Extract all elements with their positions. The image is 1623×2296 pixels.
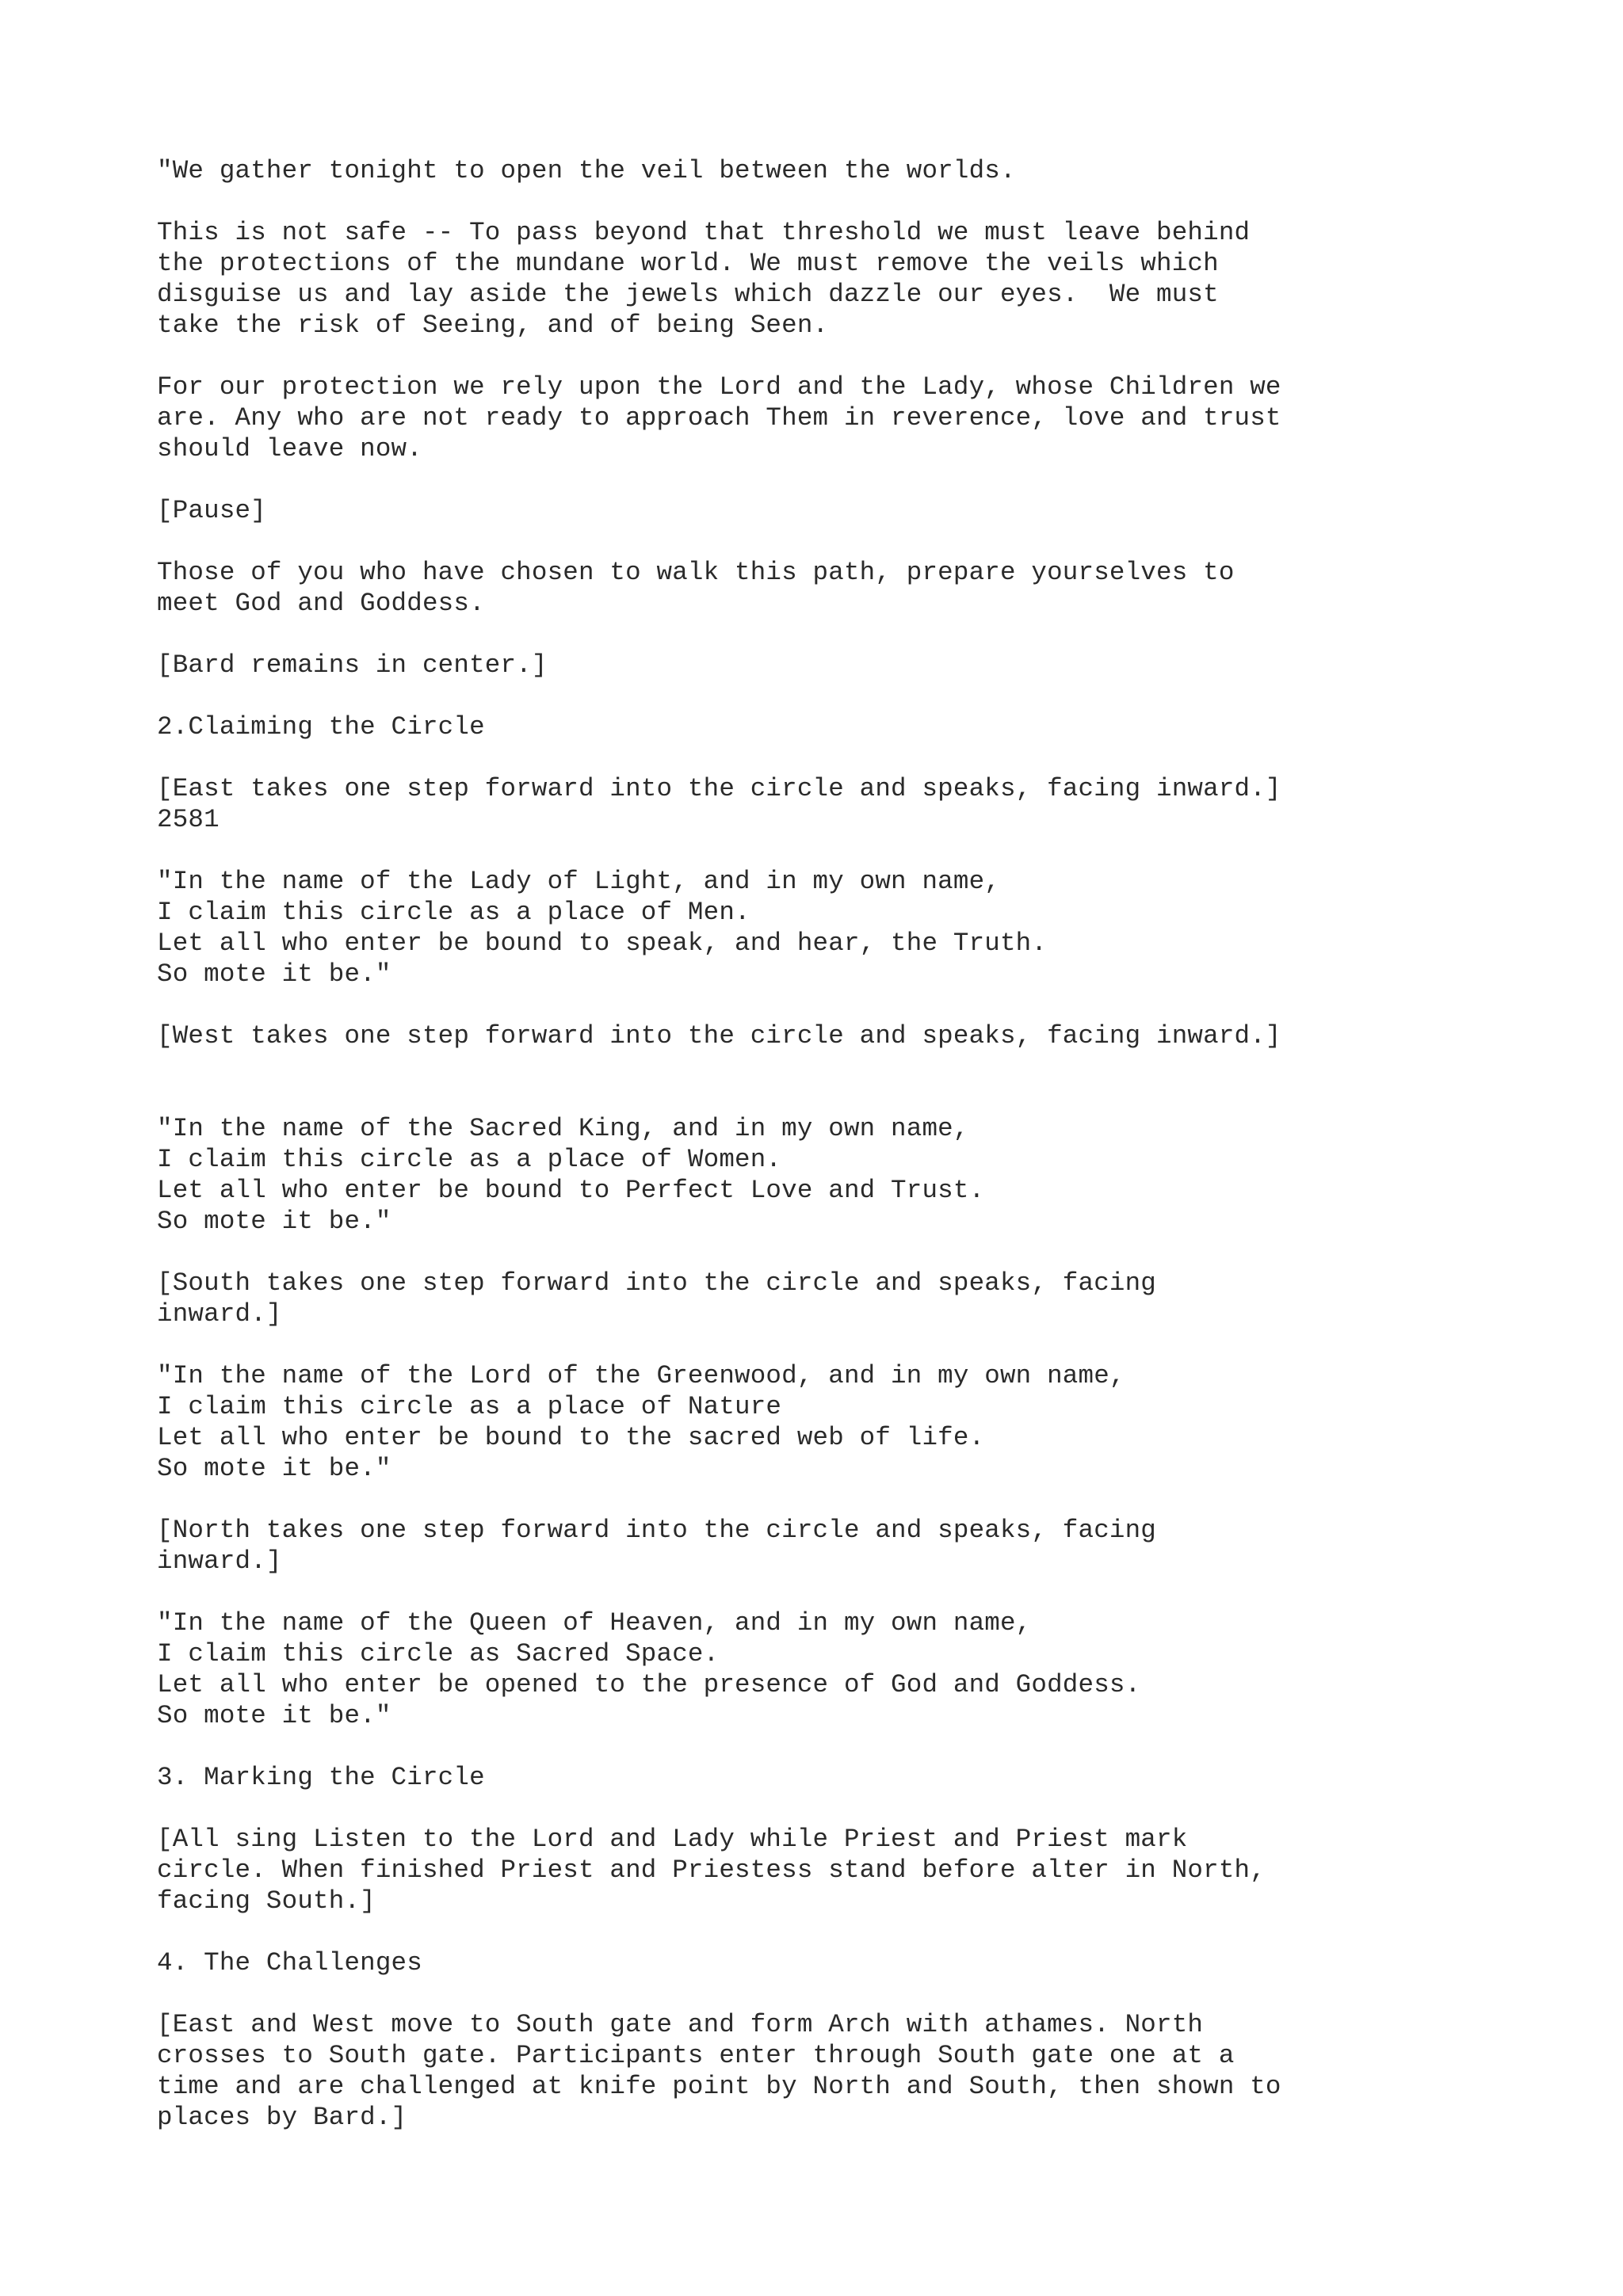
document-page [157,155,1583,2164]
stage-direction-south: [South takes one step forward into the circle and speaks, facing inward.] [157,1268,1157,1329]
verse-south: "In the name of the Lord of the Greenwood, and in my own name, I claim this circle as a place of Nature Let all who enter be bound to the sacred web of life. So mote it be." [157,1361,1125,1483]
stage-direction-marking: [All sing Listen to the Lord and Lady while Priest and Priest mark circle. When finished Priest and Priestess stand before alter in North, facing South.] [157,1825,1266,1916]
opening-line: "We gather tonight to open the veil between the worlds. [157,156,1016,185]
verse-east: "In the name of the Lady of Light, and in my own name, I claim this circle as a place of Men. Let all who enter be bound to speak, and hear, the Truth. So mote it be." [157,867,1048,989]
stage-direction-bard: [Bard remains in center.] [157,650,548,680]
stage-direction-pause: [Pause] [157,496,266,525]
paragraph-prepare: Those of you who have chosen to walk this path, prepare yourselves to meet God and Goddess. [157,558,1235,618]
paragraph-protection: For our protection we rely upon the Lord and the Lady, whose Children we are. Any who are not ready to approach Them in reverence, love and trust should leave now. [157,372,1281,463]
verse-north: "In the name of the Queen of Heaven, and in my own name, I claim this circle as Sacred Space. Let all who enter be opened to the presence of God and Goddess. So mote it be." [157,1608,1141,1730]
verse-west: "In the name of the Sacred King, and in my own name, I claim this circle as a place of Women. Let all who enter be bound to Perfect Love and Trust. So mote it be." [157,1114,985,1236]
paragraph-not-safe: This is not safe -- To pass beyond that threshold we must leave behind the protections of the mundane world. We must remove the veils which disguise us and lay aside the jewels which dazzle our eyes. We must take the risk of Seeing, and of being Seen. [157,218,1251,340]
stage-direction-east: [East takes one step forward into the circle and speaks, facing inward.] 2581 [157,774,1281,834]
section-heading-marking: 3. Marking the Circle [157,1763,485,1792]
section-heading-claiming: 2.Claiming the Circle [157,712,485,742]
section-heading-challenges: 4. The Challenges [157,1948,422,1978]
stage-direction-challenges: [East and West move to South gate and form Arch with athames. North crosses to South gate. Participants enter through South gate one at a time and are challenged at knife point by North and South, then shown to places by Bard.] [157,2010,1281,2132]
stage-direction-west: [West takes one step forward into the circle and speaks, facing inward.] [157,1021,1281,1051]
stage-direction-north: [North takes one step forward into the circle and speaks, facing inward.] [157,1516,1157,1576]
